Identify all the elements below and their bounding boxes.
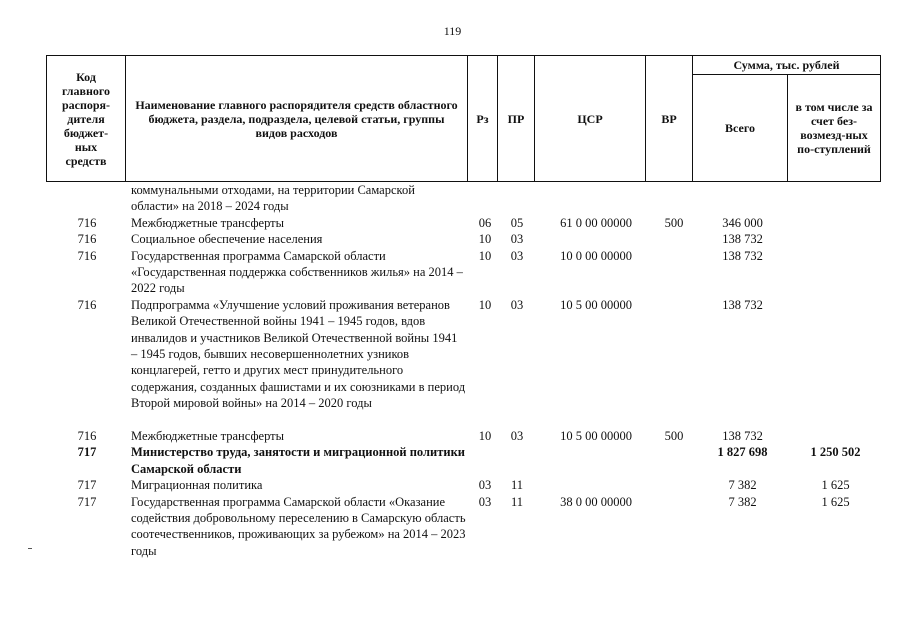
row-rz: 10	[478, 248, 492, 263]
row-total: 7 382	[728, 494, 757, 509]
row-code: 717	[77, 445, 97, 460]
row-name: коммунальными отходами, на территории Самарской области» на 2018 – 2024 годы	[131, 183, 415, 214]
header-rz: Рз	[467, 55, 498, 182]
row-rz: 10	[478, 429, 492, 443]
row-name: Государственная программа Самарской области «Государственная поддержка собственников жилья» на 2014 – 2022 годы	[131, 248, 463, 296]
row-name: Государственная программа Самарской области «Оказание содействия добровольному переселению в Самарскую область соотечественников, проживающих за рубежом» на 2014 – 2023 годы	[131, 494, 466, 558]
row-rz: 03	[478, 478, 492, 493]
row-rz: 03	[478, 494, 492, 509]
row-name: Межбюджетные трансферты	[131, 429, 285, 443]
row-vr: 500	[664, 215, 684, 230]
row-total: 138 732	[722, 429, 763, 443]
row-csr: 10 0 00 00000	[560, 248, 632, 263]
row-pr: 03	[510, 232, 524, 247]
row-total: 1 827 698	[717, 445, 768, 460]
header-total: Всего	[692, 74, 788, 182]
row-name: Миграционная политика	[131, 478, 263, 493]
row-rz: 10	[478, 232, 492, 247]
row-name: Социальное обеспечение населения	[131, 232, 323, 247]
row-pr: 11	[510, 478, 524, 493]
row-total: 138 732	[722, 297, 763, 312]
table-header	[46, 55, 881, 182]
header-code: Код главного распоря-дителя бюджет-ных средств	[46, 55, 126, 182]
row-name: Министерство труда, занятости и миграционной политики Самарской области	[131, 445, 465, 476]
page-number: 119	[443, 24, 462, 38]
row-free: 1 625	[821, 494, 850, 509]
row-pr: 03	[510, 248, 524, 263]
row-total: 138 732	[722, 248, 763, 263]
row-csr: 10 5 00 00000	[560, 297, 632, 312]
header-sum: Сумма, тыс. рублей	[692, 55, 881, 75]
row-rz: 06	[478, 215, 492, 230]
row-code: 716	[77, 297, 97, 312]
row-total: 138 732	[722, 232, 763, 247]
row-pr: 05	[510, 215, 524, 230]
row-total: 346 000	[722, 215, 763, 230]
row-csr: 61 0 00 00000	[560, 215, 632, 230]
header-csr: ЦСР	[534, 55, 646, 182]
row-pr: 03	[510, 429, 524, 443]
row-csr: 38 0 00 00000	[560, 494, 632, 509]
row-code: 716	[77, 429, 97, 443]
row-pr: 11	[510, 494, 524, 509]
row-total: 7 382	[728, 478, 757, 493]
row-vr: 500	[664, 429, 684, 443]
row-name: Межбюджетные трансферты	[131, 215, 285, 230]
header-free: в том числе за счет без-возмезд-ных по-ступлений	[787, 74, 881, 182]
row-code: 717	[77, 494, 97, 509]
row-free: 1 625	[821, 478, 850, 493]
row-name: Подпрограмма «Улучшение условий проживания ветеранов Великой Отечественной войны 1941 – 1945 годов, вдов инвалидов и участников Великой Отечественной войны 1941 – 1945 годов, бывших несовершеннолетних узников концлагерей, гетто и других мест принудительного содержания, созданных фашистами и их союзниками в период Второй мировой войны» на 2014 – 2020 годы	[131, 297, 466, 411]
row-free: 1 250 502	[810, 445, 861, 460]
row-code: 716	[77, 232, 97, 247]
header-pr: ПР	[497, 55, 535, 182]
header-vr: ВР	[645, 55, 693, 182]
scan-mark	[28, 548, 32, 549]
row-pr: 03	[510, 297, 524, 312]
header-name: Наименование главного распорядителя средств областного бюджета, раздела, подраздела, целевой статьи, группы видов расходов	[125, 55, 468, 182]
row-code: 716	[77, 248, 97, 263]
row-csr: 10 5 00 00000	[560, 429, 632, 443]
row-code: 716	[77, 215, 97, 230]
row-rz: 10	[478, 297, 492, 312]
row-code: 717	[77, 478, 97, 493]
